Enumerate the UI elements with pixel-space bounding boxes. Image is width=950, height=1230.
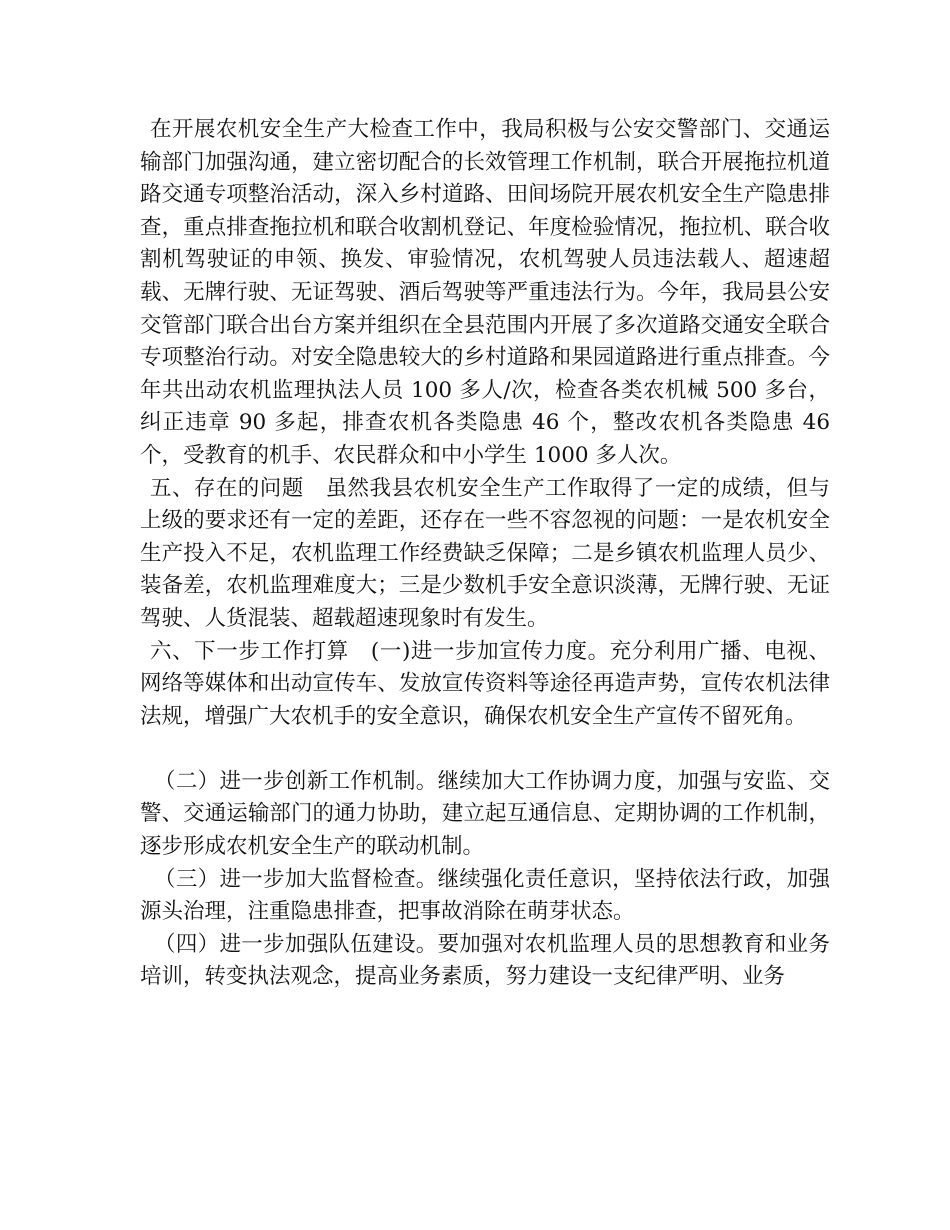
paragraph-existing-problems: 五、存在的问题 虽然我县农机安全生产工作取得了一定的成绩，但与上级的要求还有一定的差距，还存在一些不容忽视的问题：一是农机安全生产投入不足，农机监理工作经费缺乏保障；二是乡镇农机监理人员少、装备差，农机监理难度大；三是少数机手安全意识淡薄，无牌行驶、无证驾驶、人货混装、超载超速现象时有发生。: [140, 475, 830, 631]
paragraph-mechanism: （二）进一步创新工作机制。继续加大工作协调力度，加强与安监、交警、交通运输部门的通力协助，建立起互通信息、定期协调的工作机制，逐步形成农机安全生产的联动机制。: [140, 768, 830, 860]
document-body: [140, 114, 830, 994]
paragraph-spacer: [140, 733, 830, 766]
paragraph-inspection-work: 在开展农机安全生产大检查工作中，我局积极与公安交警部门、交通运输部门加强沟通，建立密切配合的长效管理工作机制，联合开展拖拉机道路交通专项整治活动，深入乡村道路、田间场院开展农机安全生产隐患排查，重点排查拖拉机和联合收割机登记、年度检验情况，拖拉机、联合收割机驾驶证的申领、换发、审验情况，农机驾驶人员违法载人、超速超载、无牌行驶、无证驾驶、酒后驾驶等严重违法行为。今年，我局县公安交管部门联合出台方案并组织在全县范围内开展了多次道路交通安全联合专项整治行动。对安全隐患较大的乡村道路和果园道路进行重点排查。今年共出动农机监理执法人员 100 多人/次，检查各类农机械 500 多台，纠正违章 90 多起，排查农机各类隐患 46 个，整改农机各类隐患 46 个，受教育的机手、农民群众和中小学生 1000 多人次。: [140, 117, 830, 468]
paragraph-next-steps: 六、下一步工作打算 (一)进一步加宣传力度。充分利用广播、电视、网络等媒体和出动宣传车、发放宣传资料等途径再造声势，宣传农机法律法规，增强广大农机手的安全意识，确保农机安全生产宣传不留死角。: [140, 638, 830, 729]
paragraph-team-building: （四）进一步加强队伍建设。要加强对农机监理人员的思想教育和业务培训，转变执法观念，提高业务素质，努力建设一支纪律严明、业务: [140, 931, 830, 990]
paragraph-supervision: （三）进一步加大监督检查。继续强化责任意识，坚持依法行政，加强源头治理，注重隐患排查，把事故消除在萌芽状态。: [140, 866, 830, 925]
